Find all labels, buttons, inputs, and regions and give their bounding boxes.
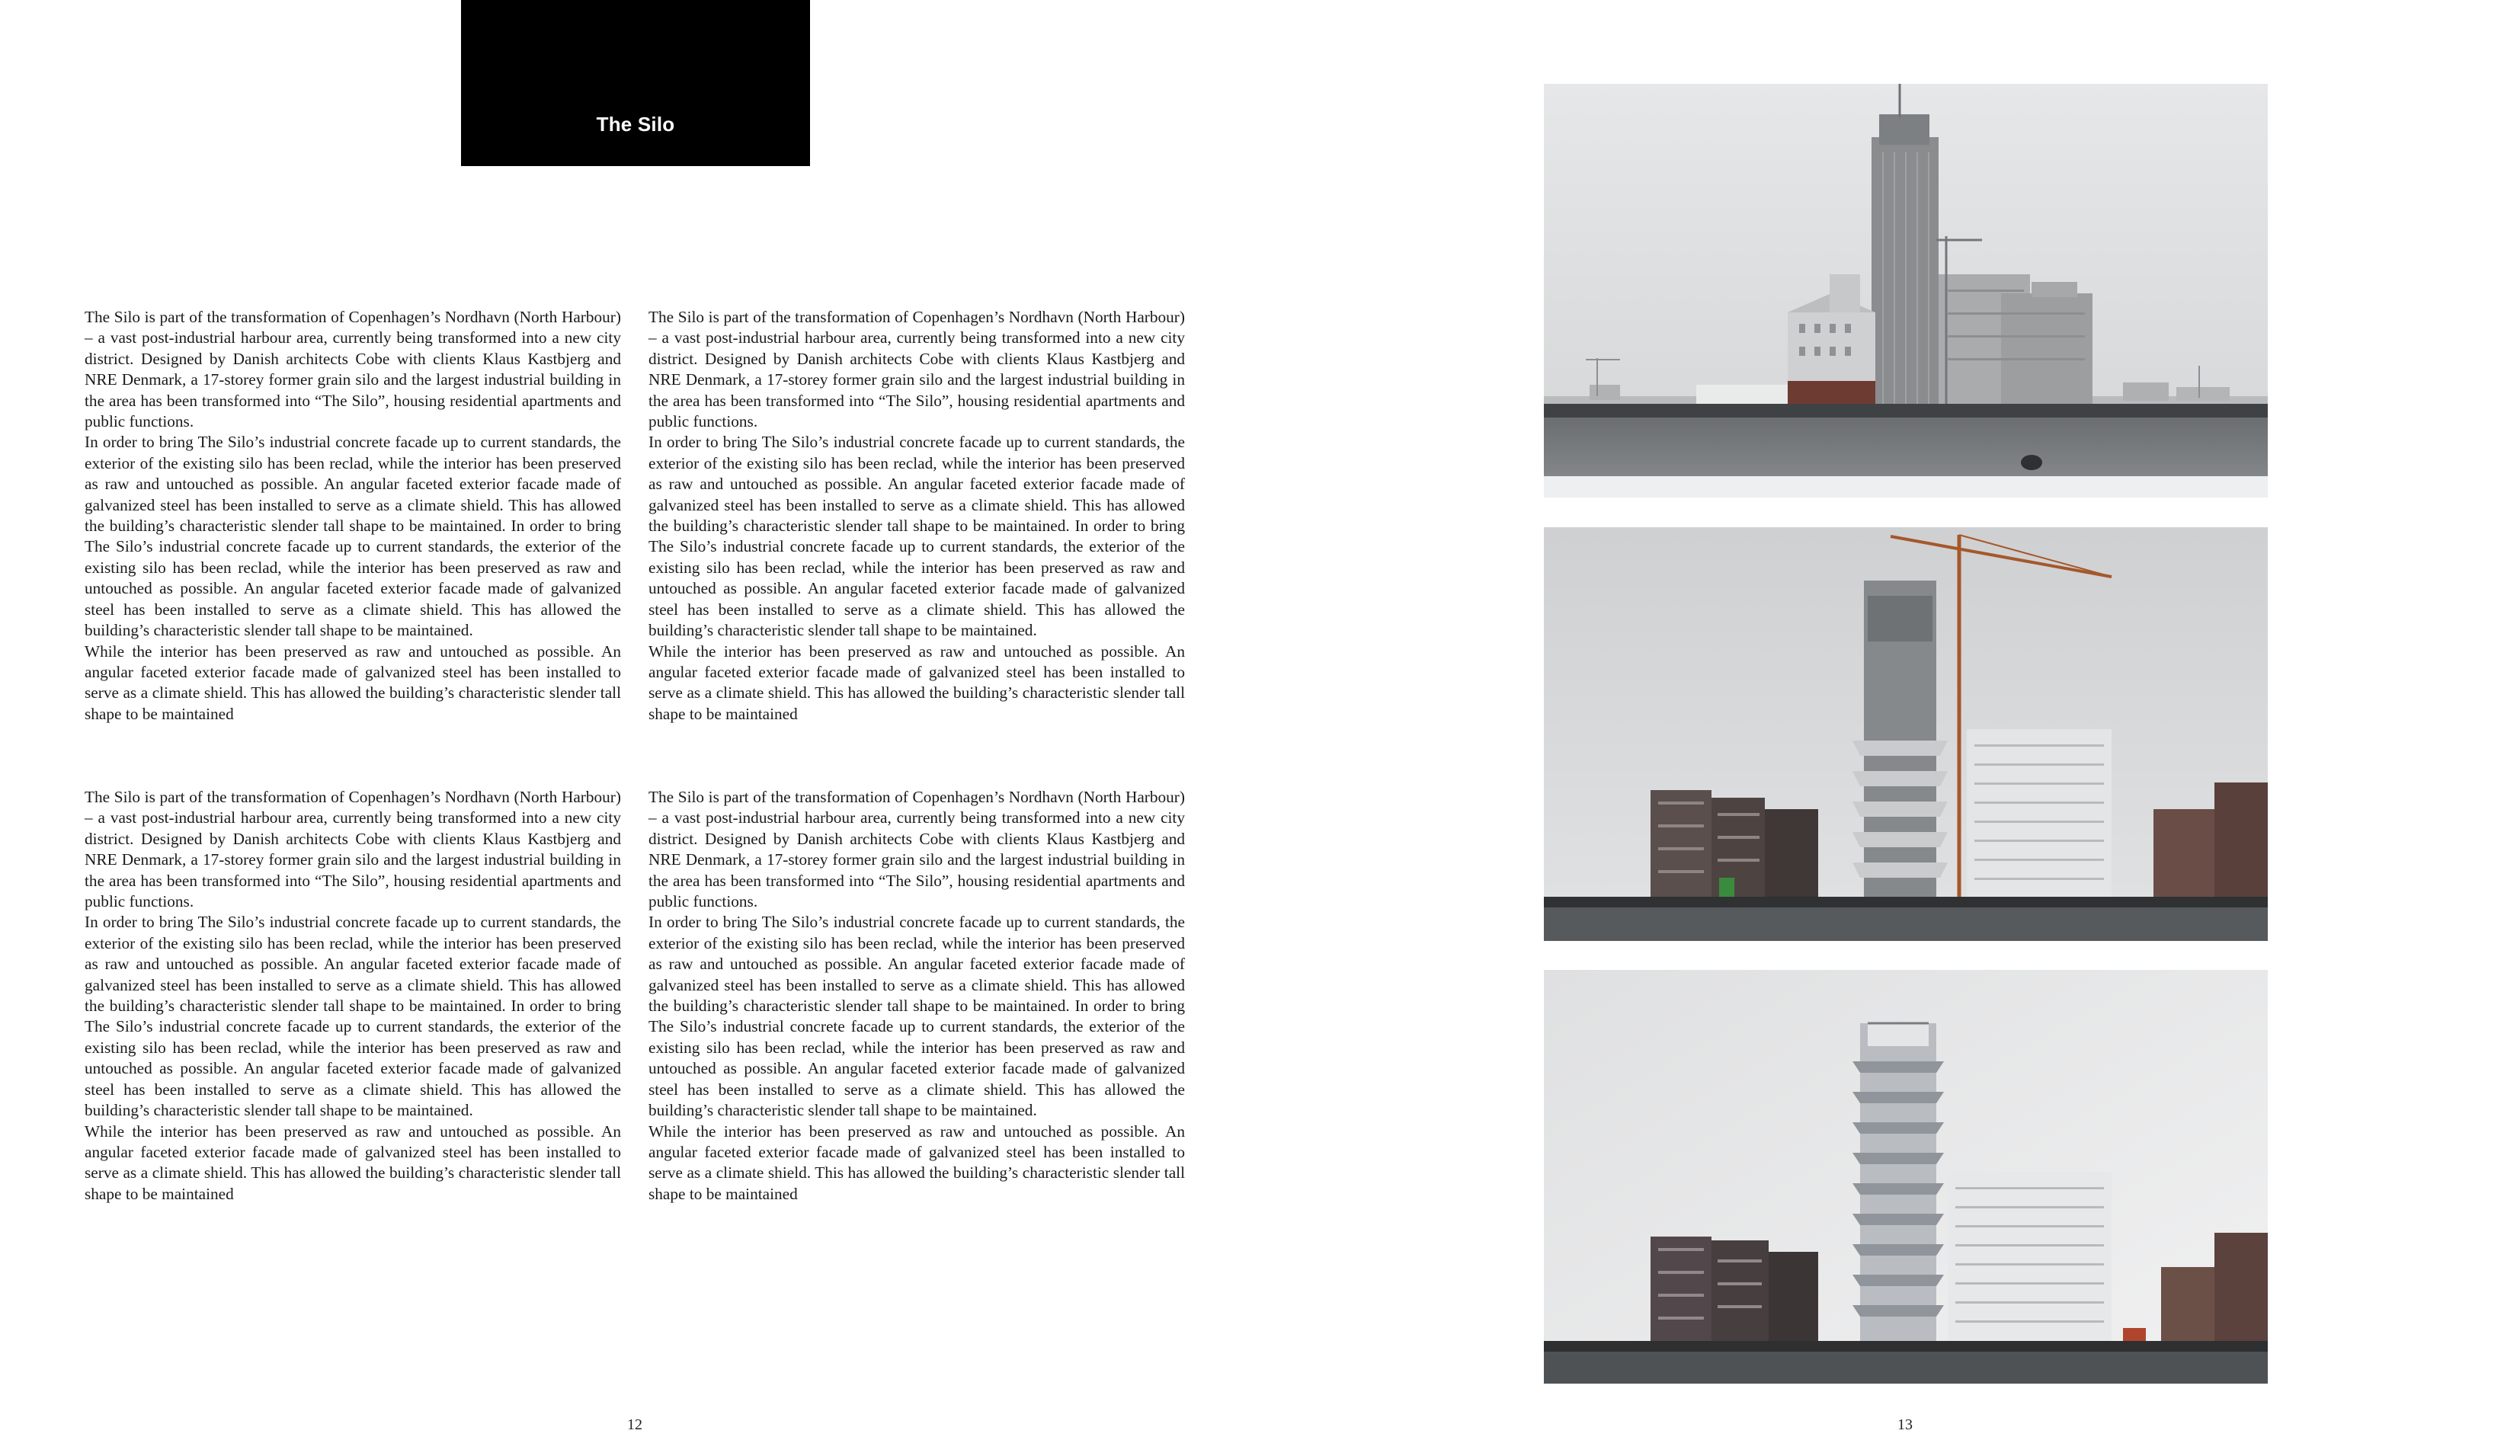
paragraph: While the interior has been preserved as raw and untouched as possible. An angular faceted exterior facade made of galvanized steel has been installed to serve as a climate shield. This has allowed the building’s characteristic slender tall shape to be maintained (85, 1122, 621, 1203)
paragraph: The Silo is part of the transformation of Copenhagen’s Nordhavn (North Harbour) – a vast post-industrial harbour area, currently being transformed into a new city district. Designed by Danish architects Cobe with clients Klaus Kastbjerg and NRE Denmark, a 17-storey former grain silo and the largest industrial building in the area has been transformed into “The Silo”, housing residential apartments and public functions. (648, 308, 1185, 431)
paragraph: While the interior has been preserved as raw and untouched as possible. An angular faceted exterior facade made of galvanized steel has been installed to serve as a climate shield. This has allowed the building’s characteristic slender tall shape to be maintained (648, 642, 1185, 723)
paragraph: In order to bring The Silo’s industrial concrete facade up to current standards, the exterior of the existing silo has been reclad, while the interior has been preserved as raw and untouched as possible. An angular faceted exterior facade made of galvanized steel has been installed to serve as a climate shield. This has allowed the building’s characteristic slender tall shape to be maintained. In order to bring The Silo’s industrial concrete facade up to current standards, the exterior of the existing silo has been reclad, while the interior has been preserved as raw and untouched as possible. An angular faceted exterior facade made of galvanized steel has been installed to serve as a climate shield. This has allowed the building’s characteristic slender tall shape to be maintained. (648, 433, 1185, 640)
paragraph: In order to bring The Silo’s industrial concrete facade up to current standards, the exterior of the existing silo has been reclad, while the interior has been preserved as raw and untouched as possible. An angular faceted exterior facade made of galvanized steel has been installed to serve as a climate shield. This has allowed the building’s characteristic slender tall shape to be maintained. In order to bring The Silo’s industrial concrete facade up to current standards, the exterior of the existing silo has been reclad, while the interior has been preserved as raw and untouched as possible. An angular faceted exterior facade made of galvanized steel has been installed to serve as a climate shield. This has allowed the building’s characteristic slender tall shape to be maintained. (85, 913, 621, 1120)
paragraph: The Silo is part of the transformation of Copenhagen’s Nordhavn (North Harbour) – a vast post-industrial harbour area, currently being transformed into a new city district. Designed by Danish architects Cobe with clients Klaus Kastbjerg and NRE Denmark, a 17-storey former grain silo and the largest industrial building in the area has been transformed into “The Silo”, housing residential apartments and public functions. (85, 788, 621, 911)
paragraph: While the interior has been preserved as raw and untouched as possible. An angular faceted exterior facade made of galvanized steel has been installed to serve as a climate shield. This has allowed the building’s characteristic slender tall shape to be maintained (648, 1122, 1185, 1203)
text-column-right-bottom (648, 787, 1185, 1205)
photo-silo-before (1544, 84, 2268, 498)
title-block (461, 0, 810, 166)
text-column-left-bottom (85, 787, 621, 1205)
text-column-right-top (648, 307, 1185, 725)
paragraph: The Silo is part of the transformation of Copenhagen’s Nordhavn (North Harbour) – a vast post-industrial harbour area, currently being transformed into a new city district. Designed by Danish architects Cobe with clients Klaus Kastbjerg and NRE Denmark, a 17-storey former grain silo and the largest industrial building in the area has been transformed into “The Silo”, housing residential apartments and public functions. (85, 308, 621, 431)
paragraph: In order to bring The Silo’s industrial concrete facade up to current standards, the exterior of the existing silo has been reclad, while the interior has been preserved as raw and untouched as possible. An angular faceted exterior facade made of galvanized steel has been installed to serve as a climate shield. This has allowed the building’s characteristic slender tall shape to be maintained. In order to bring The Silo’s industrial concrete facade up to current standards, the exterior of the existing silo has been reclad, while the interior has been preserved as raw and untouched as possible. An angular faceted exterior facade made of galvanized steel has been installed to serve as a climate shield. This has allowed the building’s characteristic slender tall shape to be maintained. (85, 433, 621, 640)
paragraph: While the interior has been preserved as raw and untouched as possible. An angular faceted exterior facade made of galvanized steel has been installed to serve as a climate shield. This has allowed the building’s characteristic slender tall shape to be maintained (85, 642, 621, 723)
page-number-right: 13 (1897, 1416, 1913, 1433)
paragraph: The Silo is part of the transformation of Copenhagen’s Nordhavn (North Harbour) – a vast post-industrial harbour area, currently being transformed into a new city district. Designed by Danish architects Cobe with clients Klaus Kastbjerg and NRE Denmark, a 17-storey former grain silo and the largest industrial building in the area has been transformed into “The Silo”, housing residential apartments and public functions. (648, 788, 1185, 911)
page-number-left: 12 (627, 1416, 642, 1433)
photo-silo-completed (1544, 970, 2268, 1384)
text-column-left-top (85, 307, 621, 725)
paragraph: In order to bring The Silo’s industrial concrete facade up to current standards, the exterior of the existing silo has been reclad, while the interior has been preserved as raw and untouched as possible. An angular faceted exterior facade made of galvanized steel has been installed to serve as a climate shield. This has allowed the building’s characteristic slender tall shape to be maintained. In order to bring The Silo’s industrial concrete facade up to current standards, the exterior of the existing silo has been reclad, while the interior has been preserved as raw and untouched as possible. An angular faceted exterior facade made of galvanized steel has been installed to serve as a climate shield. This has allowed the building’s characteristic slender tall shape to be maintained. (648, 913, 1185, 1120)
photo-silo-construction (1544, 527, 2268, 941)
page-title: The Silo (596, 113, 675, 136)
